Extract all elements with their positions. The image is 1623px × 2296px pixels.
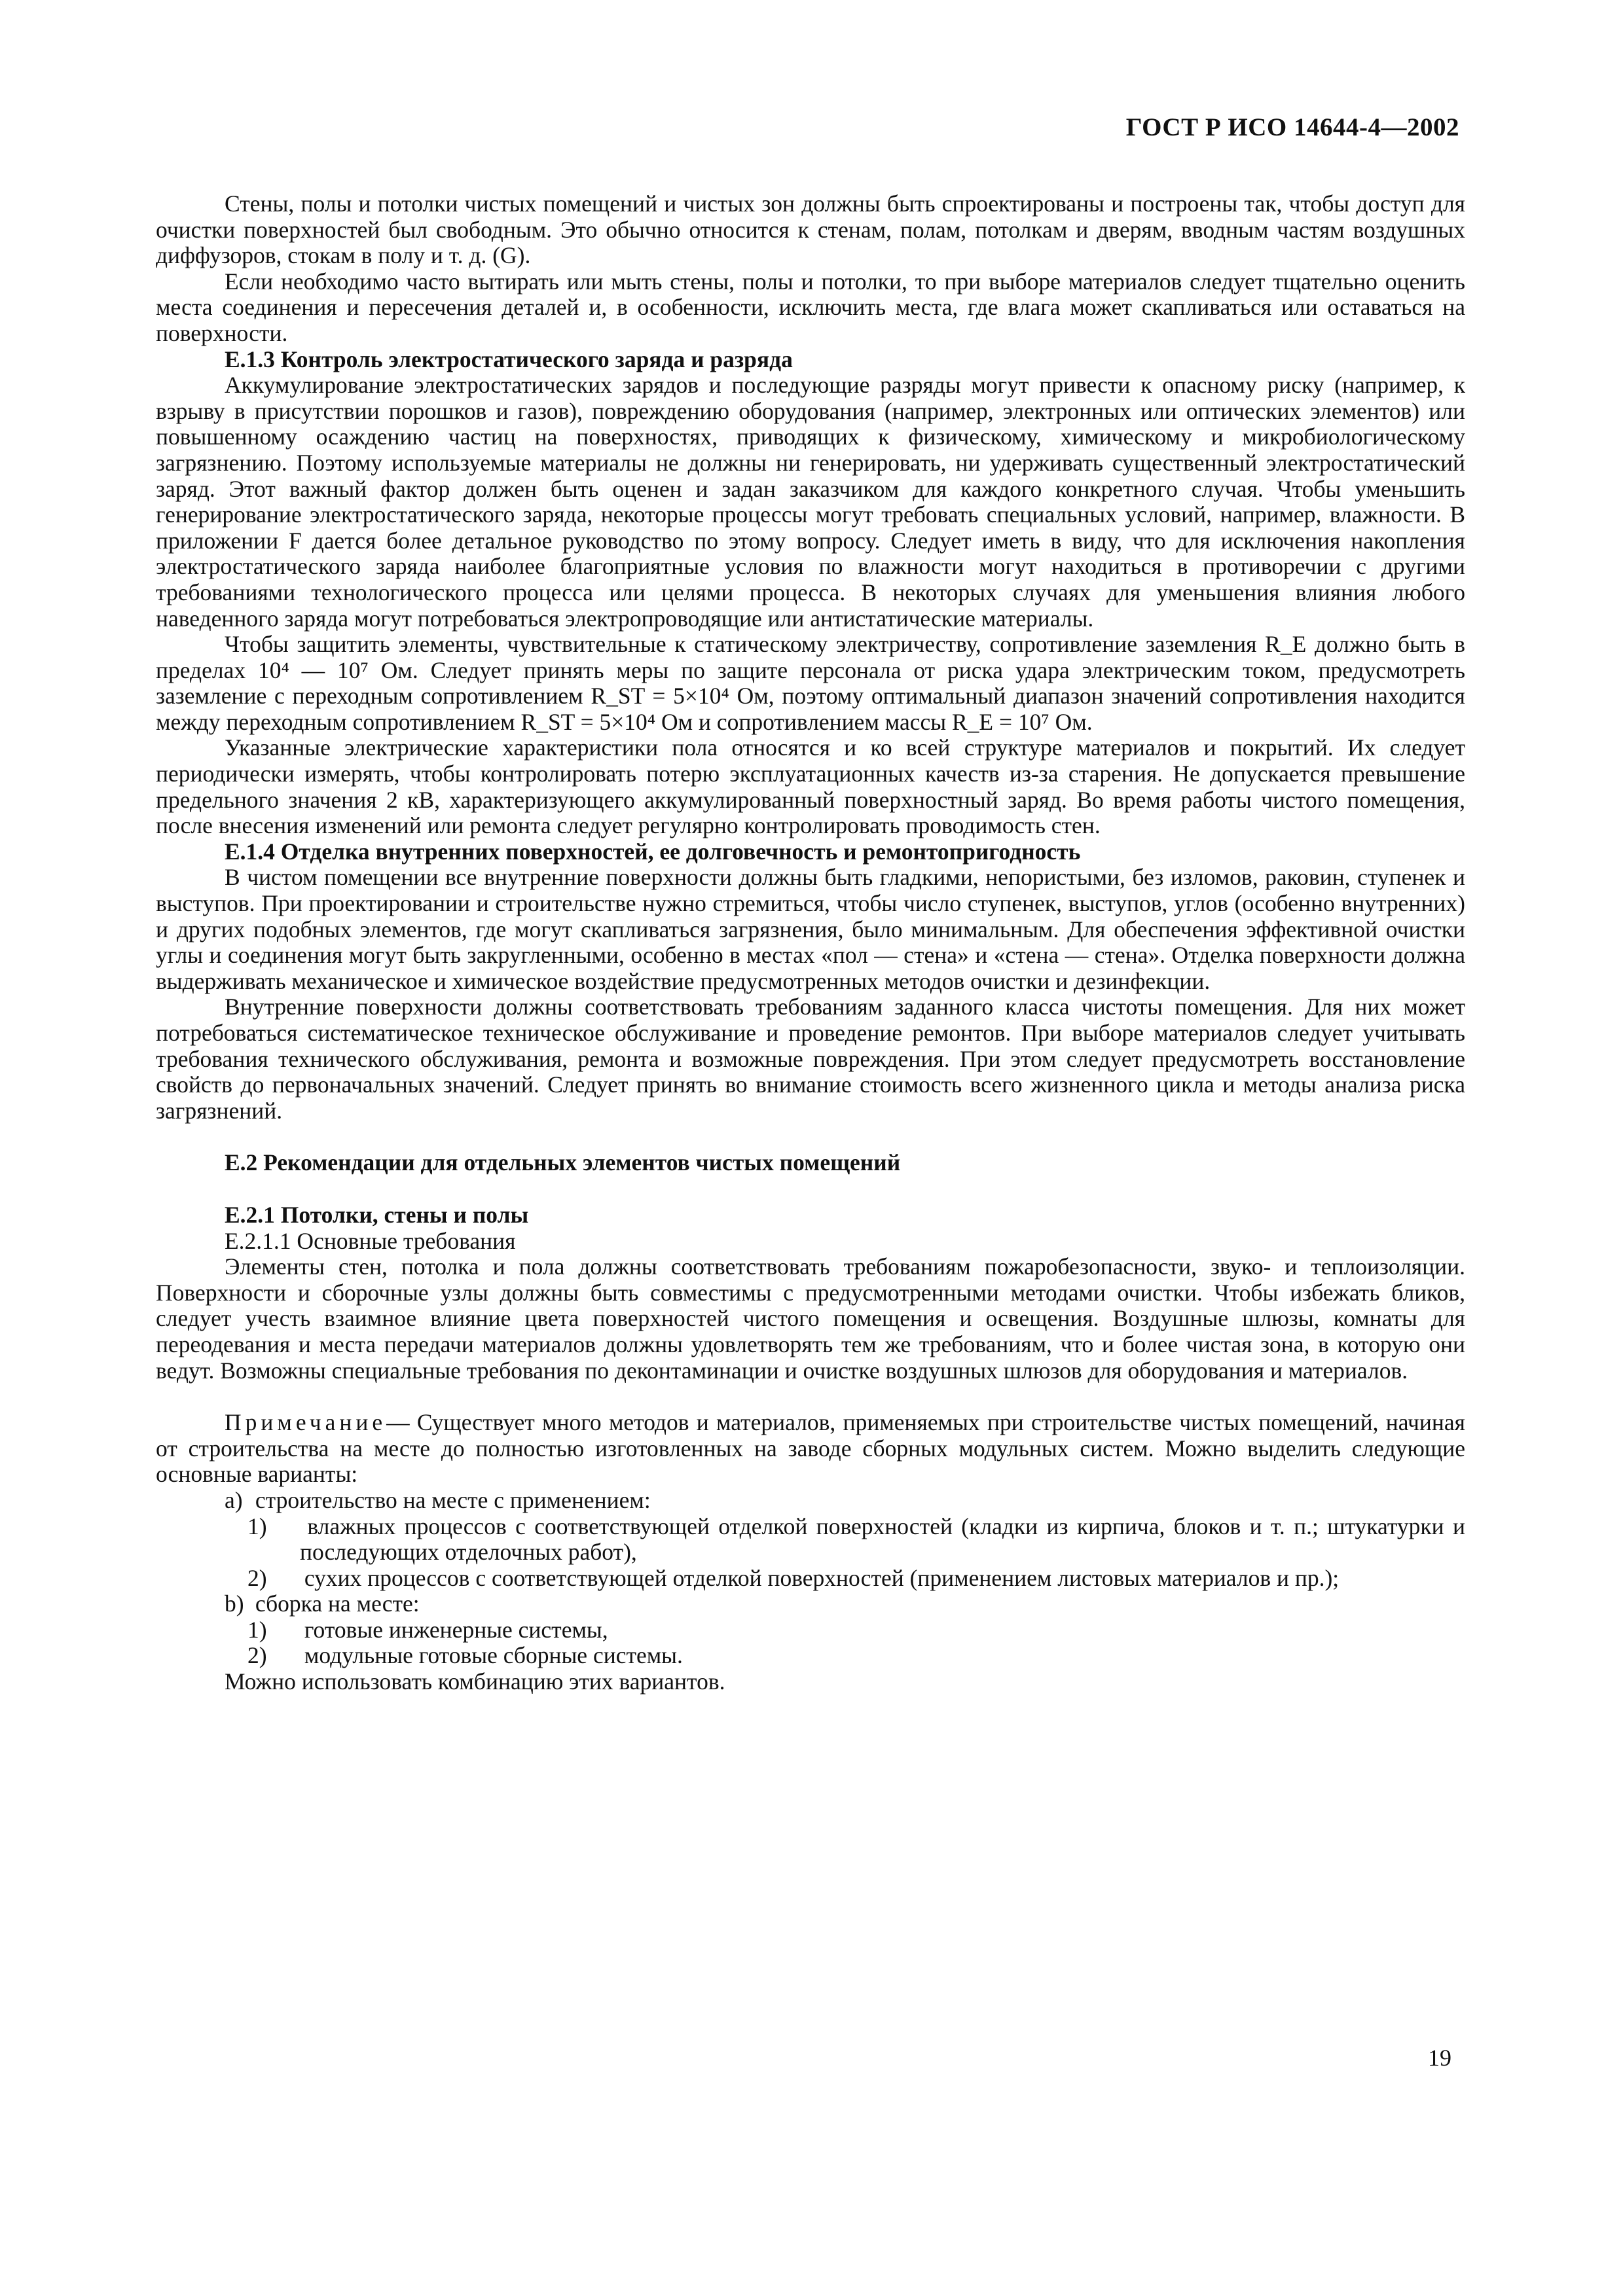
- note: [156, 1410, 1465, 1488]
- list-marker: a): [225, 1486, 243, 1513]
- list-marker: b): [225, 1590, 244, 1617]
- list-item: [156, 1488, 1465, 1514]
- note-label: Примечание: [225, 1409, 387, 1436]
- list-marker: 1): [247, 1513, 267, 1539]
- list-marker: 2): [247, 1564, 267, 1591]
- list-item: [156, 1643, 1465, 1669]
- paragraph: Если необходимо часто вытирать или мыть стены, полы и потолки, то при выборе материалов следует тщательно оценить места соединения и пересечения деталей и, в особенности, исключить места, где влага может скапливаться или оставаться на поверхности.: [156, 268, 1465, 346]
- list-marker: 2): [247, 1642, 267, 1669]
- list-item: [156, 1566, 1465, 1592]
- paragraph: Аккумулирование электростатических зарядов и последующие разряды могут привести к опасному риску (например, к взрыву в присутствии порошков и газов), повреждению оборудования (например, электронных или оптических элементов) или повышенному осаждению частиц на поверхностях, приводящих к физическому, химическому и микробиологическому загрязнению. Поэтому используемые материалы не должны ни генерировать, ни удерживать существенный электростатический заряд. Этот важный фактор должен быть оценен и задан заказчиком для каждого конкретного случая. Чтобы уменьшить генерирование электростатического заряда, некоторые процессы могут требовать специальных условий, например, влажности. В приложении F дается более детальное руководство по этому вопросу. Следует иметь в виду, что для исключения накопления электростатического заряда наиболее благоприятные условия по влажности могут находиться в противоречии с другими требованиями технологического процесса или целями процесса. В некоторых случаях для уменьшения влияния любого наведенного заряда могут потребоваться электропроводящие или антистатические материалы.: [156, 372, 1465, 632]
- note-text: — Существует много методов и материалов, применяемых при строительстве чистых помещений, начиная от строительства на месте до полностью изготовленных на заводе сборных модульных систем. Можно выделить следующие основные варианты:: [156, 1409, 1465, 1488]
- section-heading: E.2 Рекомендации для отдельных элементов чистых помещений: [225, 1149, 901, 1176]
- list-marker: 1): [247, 1616, 267, 1643]
- list-item-text: модульные готовые сборные системы.: [304, 1642, 683, 1669]
- list-item: [156, 1617, 1465, 1643]
- list-item-text: сборка на месте:: [255, 1590, 420, 1617]
- paragraph: Элементы стен, потолка и пола должны соответствовать требованиям пожаробезопасности, звуко- и теплоизоляции. Поверхности и сборочные узлы должны быть совместимы с предусмотренными методами очистки. Чтобы избежать бликов, следует учесть взаимное влияние цвета поверхностей чистого помещения и освещения. Воздушные шлюзы, комнаты для переодевания и места передачи материалов должны удовлетворять тем же требованиям, что и более чистая зона, в которую они ведут. Возможны специальные требования по деконтаминации и очистке воздушных шлюзов для оборудования и материалов.: [156, 1253, 1465, 1384]
- list-item: [156, 1514, 1465, 1566]
- paragraph: Стены, полы и потолки чистых помещений и чистых зон должны быть спроектированы и построены так, чтобы доступ для очистки поверхностей был свободным. Это обычно относится к стенам, полам, потолкам и дверям, вводным частям воздушных диффузоров, стокам в полу и т. д. (G).: [156, 190, 1465, 269]
- list-item-text: строительство на месте с применением:: [255, 1486, 651, 1513]
- list-item: [156, 1591, 1465, 1617]
- document-header: ГОСТ Р ИСО 14644-4—2002: [1125, 113, 1459, 141]
- paragraph: Внутренние поверхности должны соответствовать требованиям заданного класса чистоты помещения. Для них может потребоваться систематическое техническое обслуживание и проведение ремонтов. При выборе материалов следует учитывать требования технического обслуживания, ремонта и возможные повреждения. При этом следует предусмотреть восстановление свойств до первоначальных значений. Следует принять во внимание стоимость всего жизненного цикла и методы анализа риска загрязнений.: [156, 994, 1465, 1124]
- list-item-text: готовые инженерные системы,: [304, 1616, 608, 1643]
- section-heading: E.2.1 Потолки, стены и полы: [225, 1201, 529, 1228]
- paragraph: Чтобы защитить элементы, чувствительные к статическому электричеству, сопротивление заземления R_E должно быть в пределах 10⁴ — 10⁷ Ом. Следует принять меры по защите персонала от риска удара электрическим током, предусмотреть заземление с переходным сопротивлением R_ST = 5×10⁴ Ом, поэтому оптимальный диапазон значений сопротивления находится между переходным сопротивлением R_ST = 5×10⁴ Ом и сопротивлением массы R_E = 10⁷ Ом.: [156, 631, 1465, 735]
- list-item-text: сухих процессов с соответствующей отделкой поверхностей (применением листовых материалов и пр.);: [304, 1564, 1340, 1591]
- section-heading: E.1.3 Контроль электростатического заряда и разряда: [225, 346, 793, 372]
- page-number: 19: [1428, 2045, 1451, 2071]
- document-body: [156, 191, 1465, 1695]
- subsection-heading: E.2.1.1 Основные требования: [225, 1227, 516, 1254]
- section-heading: E.1.4 Отделка внутренних поверхностей, ее долговечность и ремонтопригодность: [225, 838, 1081, 865]
- paragraph: В чистом помещении все внутренние поверхности должны быть гладкими, непористыми, без изломов, раковин, ступенек и выступов. При проектировании и строительстве нужно стремиться, чтобы число ступенек, выступов, углов (особенно внутренних) и других подобных элементов, где могут скапливаться загрязнения, было минимальным. Для обеспечения эффективной очистки углы и соединения могут быть закругленными, особенно в местах «пол — стена» и «стена — стена». Отделка поверхности должна выдерживать механическое и химическое воздействие предусмотренных методов очистки и дезинфекции.: [156, 864, 1465, 994]
- paragraph: Указанные электрические характеристики пола относятся и ко всей структуре материалов и покрытий. Их следует периодически измерять, чтобы контролировать потерю эксплуатационных качеств из-за старения. Не допускается превышение предельного значения 2 кВ, характеризующего аккумулированный поверхностный заряд. Во время работы чистого помещения, после внесения изменений или ремонта следует регулярно контролировать проводимость стен.: [156, 734, 1465, 839]
- note-closing: Можно использовать комбинацию этих вариантов.: [225, 1668, 725, 1695]
- list-item-text: влажных процессов с соответствующей отделкой поверхностей (кладки из кирпича, блоков и т. п.; штукатурки и последующих отделочных работ),: [300, 1513, 1465, 1566]
